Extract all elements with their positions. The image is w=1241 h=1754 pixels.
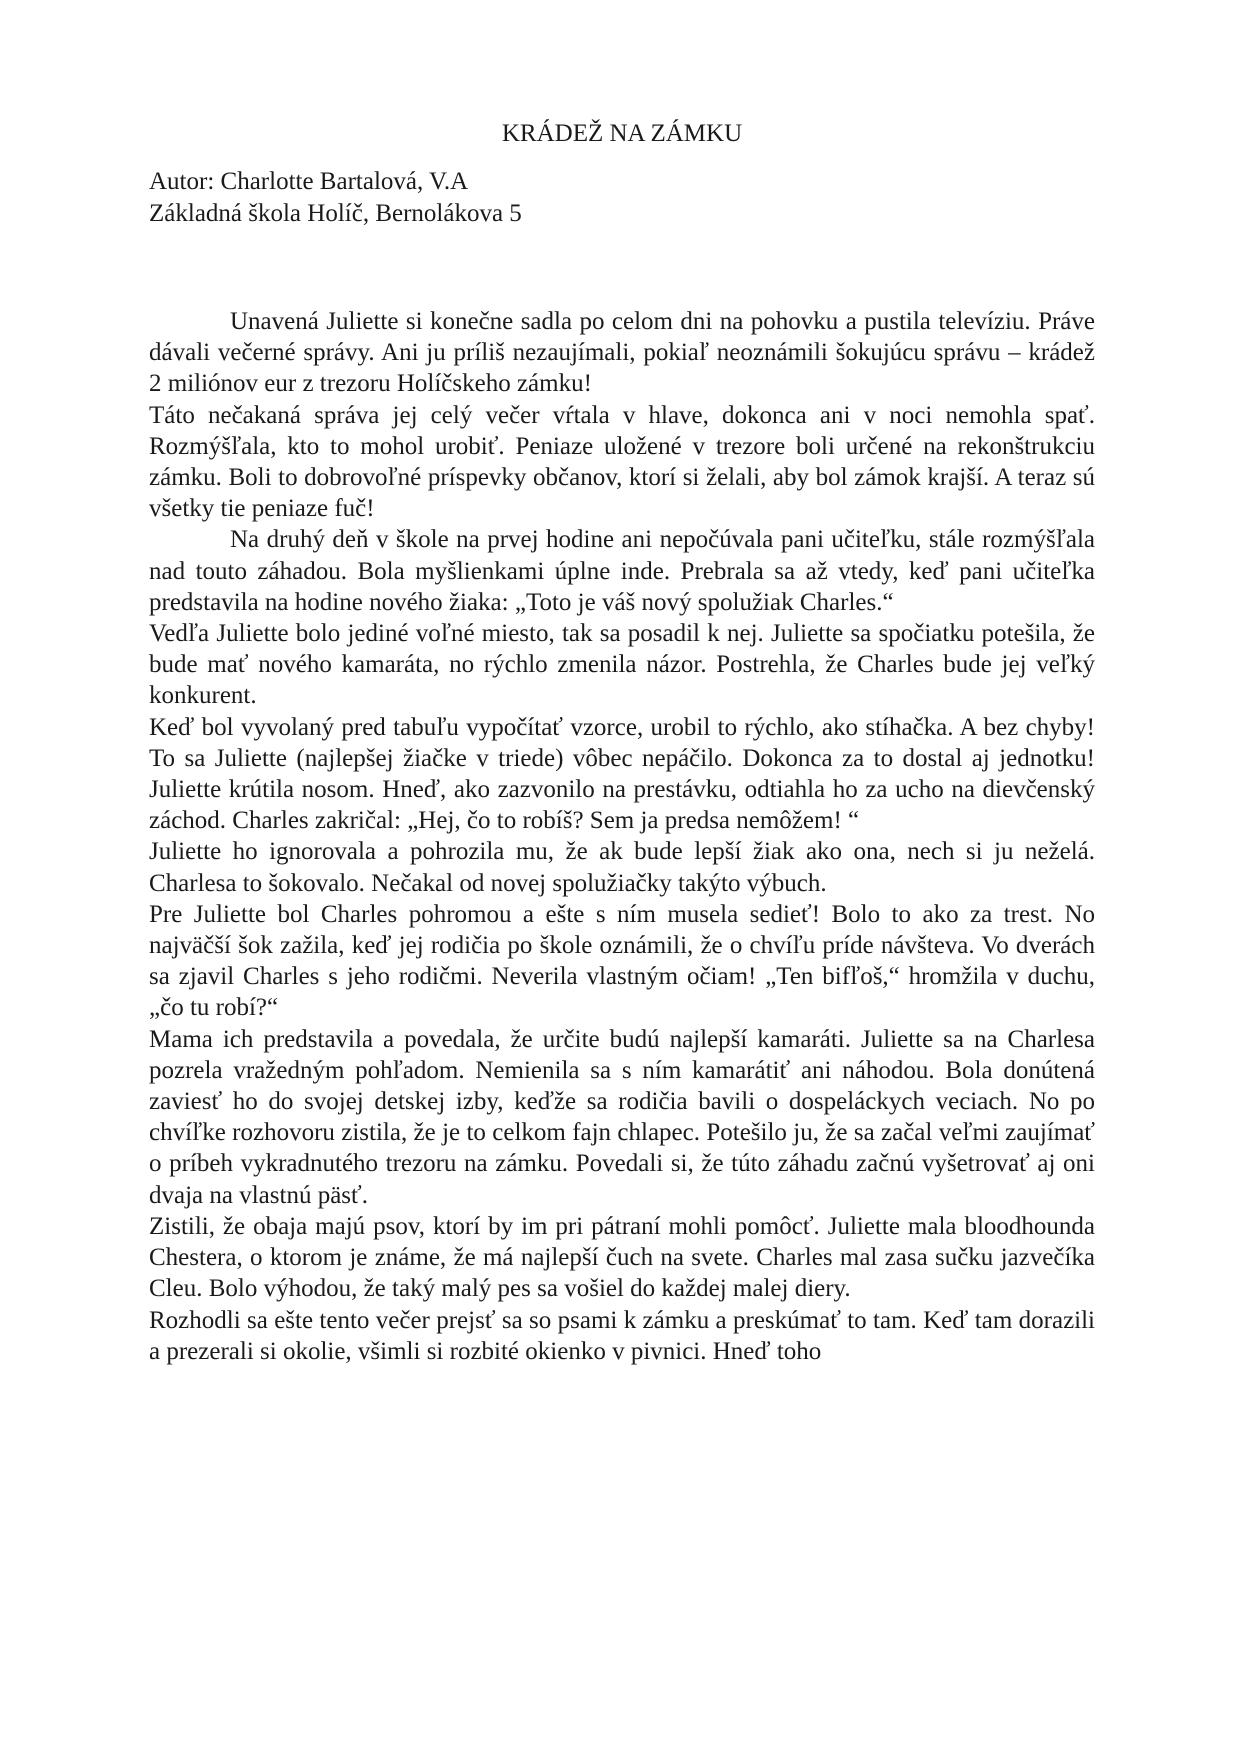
document-title: KRÁDEŽ NA ZÁMKU bbox=[501, 120, 743, 147]
paragraph: Rozhodli sa ešte tento večer prejsť sa so psami k zámku a preskúmať to tam. Keď tam dorazili a prezerali si okolie, všimli si rozbité okienko v pivnici. Hneď toho bbox=[149, 1306, 1095, 1365]
paragraph: Pre Juliette bol Charles pohromou a ešte s ním musela sedieť! Bolo to ako za trest. No najväčší šok zažila, keď jej rodičia po škole oznámili, že o chvíľu príde návšteva. Vo dverách sa zjavil Charles s jeho rodičmi. Neverila vlastným očiam! „Ten bifľoš,“ hromžila v duchu, „čo tu robí?“ bbox=[149, 900, 1095, 1022]
paragraph: Vedľa Juliette bolo jediné voľné miesto, tak sa posadil k nej. Juliette sa spočiatku potešila, že bude mať nového kamaráta, no rýchlo zmenila názor. Postrehla, že Charles bude jej veľký konkurent. bbox=[149, 620, 1095, 710]
document-meta bbox=[149, 166, 1095, 230]
story-body bbox=[149, 306, 1095, 1367]
author-line: Autor: Charlotte Bartalová, V.A bbox=[149, 168, 469, 195]
paragraph: Na druhý deň v škole na prvej hodine ani nepočúvala pani učiteľku, stále rozmýšľala nad touto záhadou. Bola myšlienkami úplne inde. Prebrala sa až vtedy, keď pani učiteľka predstavila na hodine nového žiaka: „Toto je váš nový spolužiak Charles.“ bbox=[149, 526, 1095, 616]
paragraph: Táto nečakaná správa jej celý večer vŕtala v hlave, dokonca ani v noci nemohla spať. Rozmýšľala, kto to mohol urobiť. Peniaze uložené v trezore boli určené na rekonštrukciu zámku. Boli to dobrovoľné príspevky občanov, ktorí si želali, aby bol zámok krajší. A teraz sú všetky tie peniaze fuč! bbox=[149, 401, 1095, 523]
document-page bbox=[149, 118, 1095, 1367]
paragraph: Unavená Juliette si konečne sadla po celom dni na pohovku a pustila televíziu. Práve dávali večerné správy. Ani ju príliš nezaujímali, pokiaľ neoznámili šokujúcu správu – krádež 2 miliónov eur z trezoru Holíčskeho zámku! bbox=[149, 308, 1095, 398]
school-line: Základná škola Holíč, Bernolákova 5 bbox=[149, 200, 522, 227]
paragraph: Keď bol vyvolaný pred tabuľu vypočítať vzorce, urobil to rýchlo, ako stíhačka. A bez chyby! To sa Juliette (najlepšej žiačke v triede) vôbec nepáčilo. Dokonca za to dostal aj jednotku! Juliette krútila nosom. Hneď, ako zazvonilo na prestávku, odtiahla ho za ucho na dievčenský záchod. Charles zakričal: „Hej, čo to robíš? Sem ja predsa nemôžem! “ bbox=[149, 713, 1095, 835]
paragraph: Zistili, že obaja majú psov, ktorí by im pri pátraní mohli pomôcť. Juliette mala bloodhounda Chestera, o ktorom je známe, že má najlepší čuch na svete. Charles mal zasa sučku jazvečíka Cleu. Bolo výhodou, že taký malý pes sa vošiel do každej malej diery. bbox=[149, 1212, 1095, 1303]
paragraph: Juliette ho ignorovala a pohrozila mu, že ak bude lepší žiak ako ona, nech si ju neželá. Charlesa to šokovalo. Nečakal od novej spolužiačky takýto výbuch. bbox=[149, 838, 1095, 897]
paragraph: Mama ich predstavila a povedala, že určite budú najlepší kamaráti. Juliette sa na Charlesa pozrela vražedným pohľadom. Nemienila sa s ním kamarátiť ani náhodou. Bola donútená zaviesť ho do svojej detskej izby, keďže sa rodičia bavili o dospeláckych veciach. No po chvíľke rozhovoru zistila, že je to celkom fajn chlapec. Potešilo ju, že sa začal veľmi zaujímať o príbeh vykradnutého trezoru na zámku. Povedali si, že túto záhadu začnú vyšetrovať aj oni dvaja na vlastnú päsť. bbox=[149, 1025, 1095, 1209]
